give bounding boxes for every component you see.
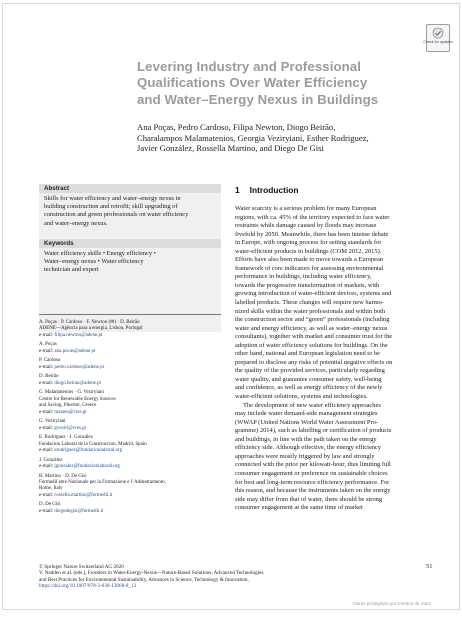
keyword-line: Water efficiency skills • Energy efficiency • (44, 249, 156, 257)
section-title: Introduction (249, 185, 299, 195)
body-line: connected with the price per kilowatt-hour, thus limiting full (235, 461, 391, 469)
title-line: Qualifications Over Water Efficiency (137, 75, 368, 91)
affiliation-entry (39, 458, 223, 471)
email-link[interactable]: mataen@cres.gr (54, 409, 87, 415)
body-line: side may differ from that of water, there should be strong (235, 495, 383, 503)
paper-page (3, 4, 459, 609)
email-prefix: e-mail: (39, 348, 55, 354)
affiliation-line: A. Poças (39, 342, 57, 348)
author-line: Charalampos Malamatenios, Georgia Veziryiani, Esther Rodriguez, (137, 132, 369, 143)
email-link[interactable]: erodriguez@fundacionlaboral.org (54, 448, 123, 454)
check-for-updates-badge[interactable] (423, 24, 453, 52)
email-prefix: e-mail: (39, 332, 55, 338)
body-line: water-efficient products in buildings (COM 2012, 2015). (235, 247, 382, 255)
affiliation-entry (39, 419, 223, 432)
email-link[interactable]: jgonzalez@fundacionlaboral.org (54, 464, 120, 470)
affiliation-line: Fundacion Laboral de la Construccion, Madrid, Spain (39, 441, 147, 447)
title-line: and Water–Energy Nexus in Buildings (137, 91, 379, 107)
email-link[interactable]: diogo.beirao@adene.pt (54, 380, 101, 386)
title-line: Levering Industry and Professional (137, 59, 361, 74)
body-line: water-efficient solutions, systems and technologies. (235, 393, 368, 401)
abstract-heading: Abstract (39, 184, 221, 193)
affiliation-line: and Saving, Pikermi, Greece (39, 403, 97, 409)
email-link[interactable]: filipa.newton@adene.pt (54, 332, 103, 338)
affiliation-line: Centre for Renewable Energy Sources (39, 396, 116, 402)
footer-line: V. Naddeo et al. (eds.), Frontiers in Water-Energy-Nexus—Nature-Based Solutions, Advanced Technologies (39, 570, 264, 577)
keywords-heading: Keywords (39, 239, 221, 248)
body-line: Water scarcity is a serious problem for many European (235, 205, 377, 212)
body-line: towards the progressive transformation of markets, with (235, 281, 380, 289)
badge-label: Check for updates (423, 40, 453, 44)
author-list (137, 122, 447, 154)
affiliation-entry (39, 374, 223, 387)
copyright-footer (39, 564, 435, 590)
body-line: restraints while damage caused by floods may increase (235, 222, 377, 230)
email-prefix: e-mail: (39, 492, 55, 498)
email-link[interactable]: diegodegisi@formedil.it (54, 508, 104, 514)
section-heading (235, 185, 299, 195)
body-line: regions, with ca. 45% of the territory expected to face water (235, 213, 390, 221)
email-prefix: e-mail: (39, 448, 55, 454)
body-line: and confidence, as well as energy efficiency of the newly (235, 384, 383, 392)
affiliation-line: A. Poças · P. Cardoso · F. Newton (✉) · D. Beirão (39, 320, 140, 325)
affiliation-line: D. De Gisi (39, 502, 61, 508)
abstract-line: construction and green professionals on water efficiency (44, 211, 189, 219)
abstract-line: and water–energy nexus. (44, 219, 108, 227)
section-number: 1 (235, 185, 240, 195)
body-line: prepared to disclose any risks of potential negative effects on (235, 358, 393, 366)
affiliation-line: Rome, Italy (39, 486, 63, 492)
affiliation-entry (39, 474, 223, 500)
affiliation-entry (39, 342, 223, 355)
abstract-text (39, 193, 221, 228)
watermark: Obras protegidas por Direitos de Autor (353, 601, 432, 606)
keywords-text (39, 248, 221, 275)
affiliation-entry (39, 358, 223, 371)
email-link[interactable]: rossella.martino@formedil.it (54, 492, 113, 498)
body-line: growing introduction of water-efficient devices, systems and (235, 290, 392, 298)
email-prefix: e-mail: (39, 364, 55, 370)
email-link[interactable]: gveziri@cres.gr (54, 425, 87, 431)
body-line: other hand, national and European legislation need to be (235, 350, 380, 358)
body-line: water and energy efficiency, as well as water–energy nexus (235, 324, 388, 332)
affiliation-divider (39, 314, 221, 315)
keyword-line: technician and expert (44, 266, 99, 274)
body-line: adoption of water efficiency solutions for buildings. On the (235, 341, 388, 349)
paragraph-1 (235, 205, 431, 402)
body-line: fivefold by 2050. Meanwhile, there has been intense debate (235, 230, 389, 238)
paragraph-2 (235, 402, 431, 513)
body-line: may include water demand-side management strategies (235, 410, 378, 418)
affiliation-line: R. Martino · D. De Gisi (39, 473, 87, 479)
affiliation-entry (39, 390, 223, 416)
email-prefix: e-mail: (39, 425, 55, 431)
affiliation-line: D. Beirão (39, 374, 59, 380)
footer-line: © Springer Nature Switzerland AG 2020 (39, 564, 124, 570)
affiliation-line: ADENE—Agência para a energia, Lisbon, Portugal (39, 326, 143, 332)
email-link[interactable]: pedro.cardoso@adene.pt (54, 364, 105, 370)
email-prefix: e-mail: (39, 409, 55, 415)
body-line: in Europe, with ongoing process for setting standards for (235, 239, 382, 247)
affiliation-line: C. Malamatenios · G. Veziryiani (39, 390, 104, 396)
email-prefix: e-mail: (39, 380, 55, 386)
abstract-box (39, 184, 221, 332)
body-line: for best and long-term resource efficiency performance. For (235, 478, 390, 486)
body-line: consumer engagement at the same time of market (235, 504, 363, 512)
body-line: nized skills within the water professionals and within both (235, 307, 386, 315)
affiliation-line: G. Veziryiani (39, 419, 66, 425)
page-number: 51 (426, 563, 433, 570)
keyword-line: Water–energy nexus • Water efficiency (44, 258, 144, 266)
body-line: performance in buildings, including water efficiency, (235, 273, 372, 281)
body-line: consumer engagement or preference on sustainable choices (235, 469, 388, 477)
update-check-icon (432, 27, 444, 39)
body-line: (WWAP (United Nations World Water Assessment Pro- (235, 418, 378, 426)
paper-title (137, 59, 427, 108)
email-prefix: e-mail: (39, 464, 55, 470)
affiliation-entry (39, 502, 223, 515)
introduction-body (235, 205, 431, 513)
body-line: this reason, and because the instruments taken on the energy (235, 487, 391, 495)
abstract-line: building construction and retrofit; skill upgrading of (44, 203, 178, 211)
affiliation-line: E. Rodriguez · J. González (39, 435, 93, 441)
affiliation-line: J. González (39, 457, 63, 463)
body-line: consultants), together with market and consumer trust for the (235, 333, 393, 341)
affiliation-line: P. Cardoso (39, 358, 61, 364)
body-line: The development of new water efficiency approaches (243, 401, 381, 409)
body-line: gramme) 2014), such as labelling or certification of products (235, 427, 392, 435)
body-line: approaches were mostly triggered by law and strongly (235, 452, 375, 460)
body-line: water quality, and guarantee consumer safety, well-being (235, 375, 382, 383)
affiliation-line: Formedil ente Nazionale per la Formazione e l' Addestramento, (39, 480, 166, 486)
body-line: efficiency side. Although effective, the energy efficiency (235, 444, 382, 452)
affiliation-entry (39, 320, 223, 339)
author-line: Javier González, Rossella Martino, and Diego De Gisi (137, 143, 324, 154)
affiliation-entry (39, 435, 223, 454)
body-line: labelled products. These changes will require new harmo- (235, 299, 384, 307)
body-line: and buildings, in line with the path taken on the energy (235, 435, 377, 443)
body-line: the quality of the provided services, particularly regarding (235, 367, 385, 375)
author-line: Ana Poças, Pedro Cardoso, Filipa Newton, Diogo Beirão, (137, 122, 336, 132)
abstract-line: Skills for water efficiency and water–energy nexus in (44, 195, 181, 202)
email-prefix: e-mail: (39, 508, 55, 514)
body-line: Efforts have also been made to move towards a European (235, 256, 384, 264)
affiliation-list (39, 320, 223, 518)
doi-link[interactable]: https://doi.org/10.1007/978-3-030-13068-8_12 (39, 583, 137, 590)
body-line: framework of core indicators for assessing environmental (235, 264, 384, 272)
email-link[interactable]: ana.pocas@adene.pt (54, 348, 96, 354)
body-line: the construction sector and “green” professionals (including (235, 316, 390, 324)
footer-line: and Best Practices for Environmental Sustainability, Advances in Science, Technology & Innovation, (39, 576, 249, 583)
